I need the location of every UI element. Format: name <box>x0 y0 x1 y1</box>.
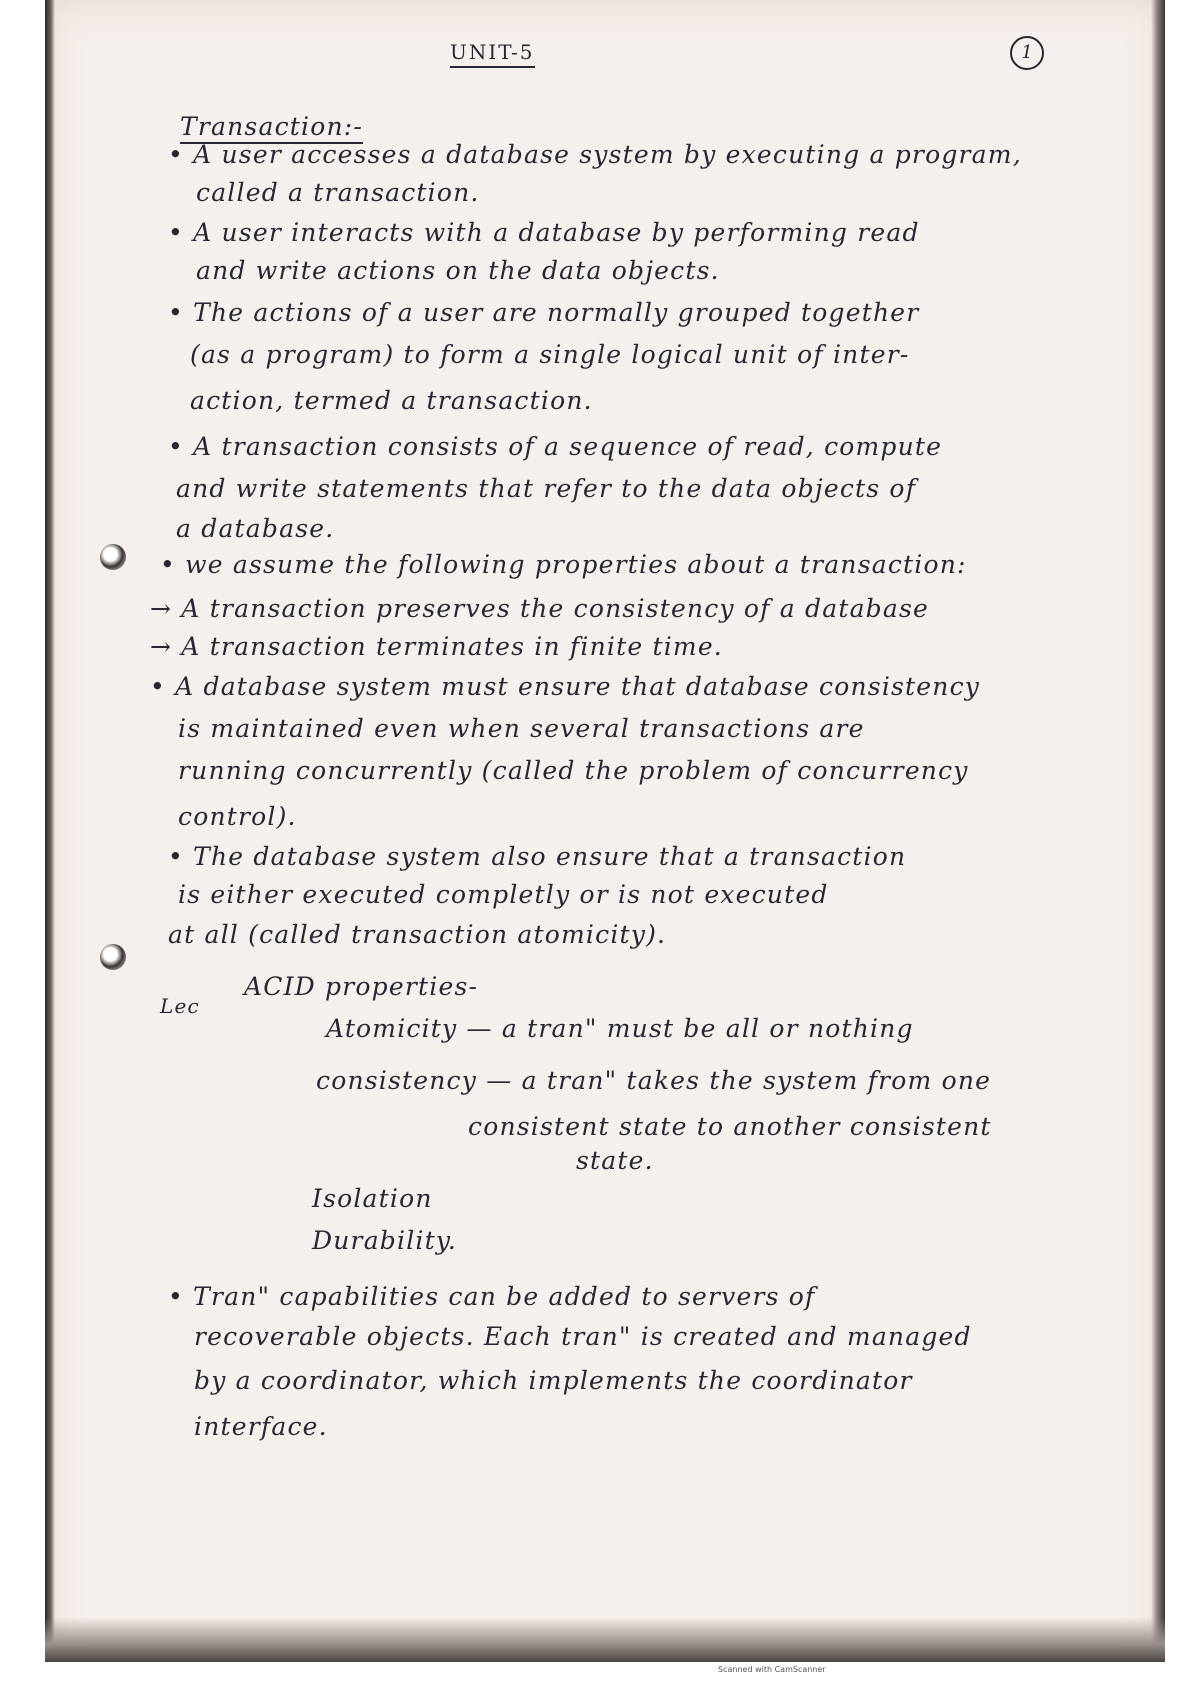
text-line: → A transaction terminates in finite time. <box>150 632 723 661</box>
acid-consistency-cont: state. <box>576 1146 654 1175</box>
text-line: control). <box>178 802 297 831</box>
section-heading: Transaction:- <box>180 112 363 144</box>
text-line: • Tran" capabilities can be added to servers of <box>168 1282 816 1311</box>
text-line: and write actions on the data objects. <box>196 256 720 285</box>
binder-hole-icon <box>100 944 126 970</box>
text-line: running concurrently (called the problem of concurrency <box>178 756 969 785</box>
text-line: action, termed a transaction. <box>190 386 593 415</box>
margin-mark: Lec <box>160 994 200 1018</box>
page-edge-left <box>45 0 55 1662</box>
page-number: 1 <box>1010 36 1044 70</box>
text-line: is either executed completly or is not executed <box>178 880 829 909</box>
page-edge-right <box>1151 0 1165 1662</box>
text-line: and write statements that refer to the data objects of <box>176 474 917 503</box>
acid-isolation: Isolation <box>312 1184 433 1213</box>
text-line: • A user interacts with a database by performing read <box>168 218 920 247</box>
page-title: UNIT-5 <box>450 40 535 68</box>
text-line: is maintained even when several transactions are <box>178 714 865 743</box>
text-line: • A user accesses a database system by executing a program, <box>168 140 1022 169</box>
acid-heading: ACID properties- <box>244 972 479 1001</box>
acid-consistency-cont: consistent state to another consistent <box>468 1112 992 1141</box>
text-line: • A database system must ensure that database consistency <box>150 672 981 701</box>
text-line: called a transaction. <box>196 178 480 207</box>
text-line: at all (called transaction atomicity). <box>168 920 667 949</box>
page-edge-bottom <box>45 1617 1165 1662</box>
acid-durability: Durability. <box>312 1226 457 1255</box>
acid-consistency: consistency — a tran" takes the system from one <box>316 1066 992 1095</box>
acid-atomicity: Atomicity — a tran" must be all or nothing <box>326 1014 914 1043</box>
text-line: • we assume the following properties about a transaction: <box>160 550 967 579</box>
text-line: → A transaction preserves the consistency of a database <box>150 594 930 623</box>
text-line: • The actions of a user are normally grouped together <box>168 298 920 327</box>
text-line: by a coordinator, which implements the coordinator <box>194 1366 913 1395</box>
text-line: recoverable objects. Each tran" is created and managed <box>194 1322 972 1351</box>
binder-hole-icon <box>100 544 126 570</box>
text-line: • A transaction consists of a sequence of read, compute <box>168 432 943 461</box>
text-line: (as a program) to form a single logical unit of inter- <box>190 340 910 369</box>
text-line: interface. <box>194 1412 328 1441</box>
text-line: a database. <box>176 514 335 543</box>
scanner-watermark: Scanned with CamScanner <box>718 1665 826 1674</box>
text-line: • The database system also ensure that a transaction <box>168 842 907 871</box>
